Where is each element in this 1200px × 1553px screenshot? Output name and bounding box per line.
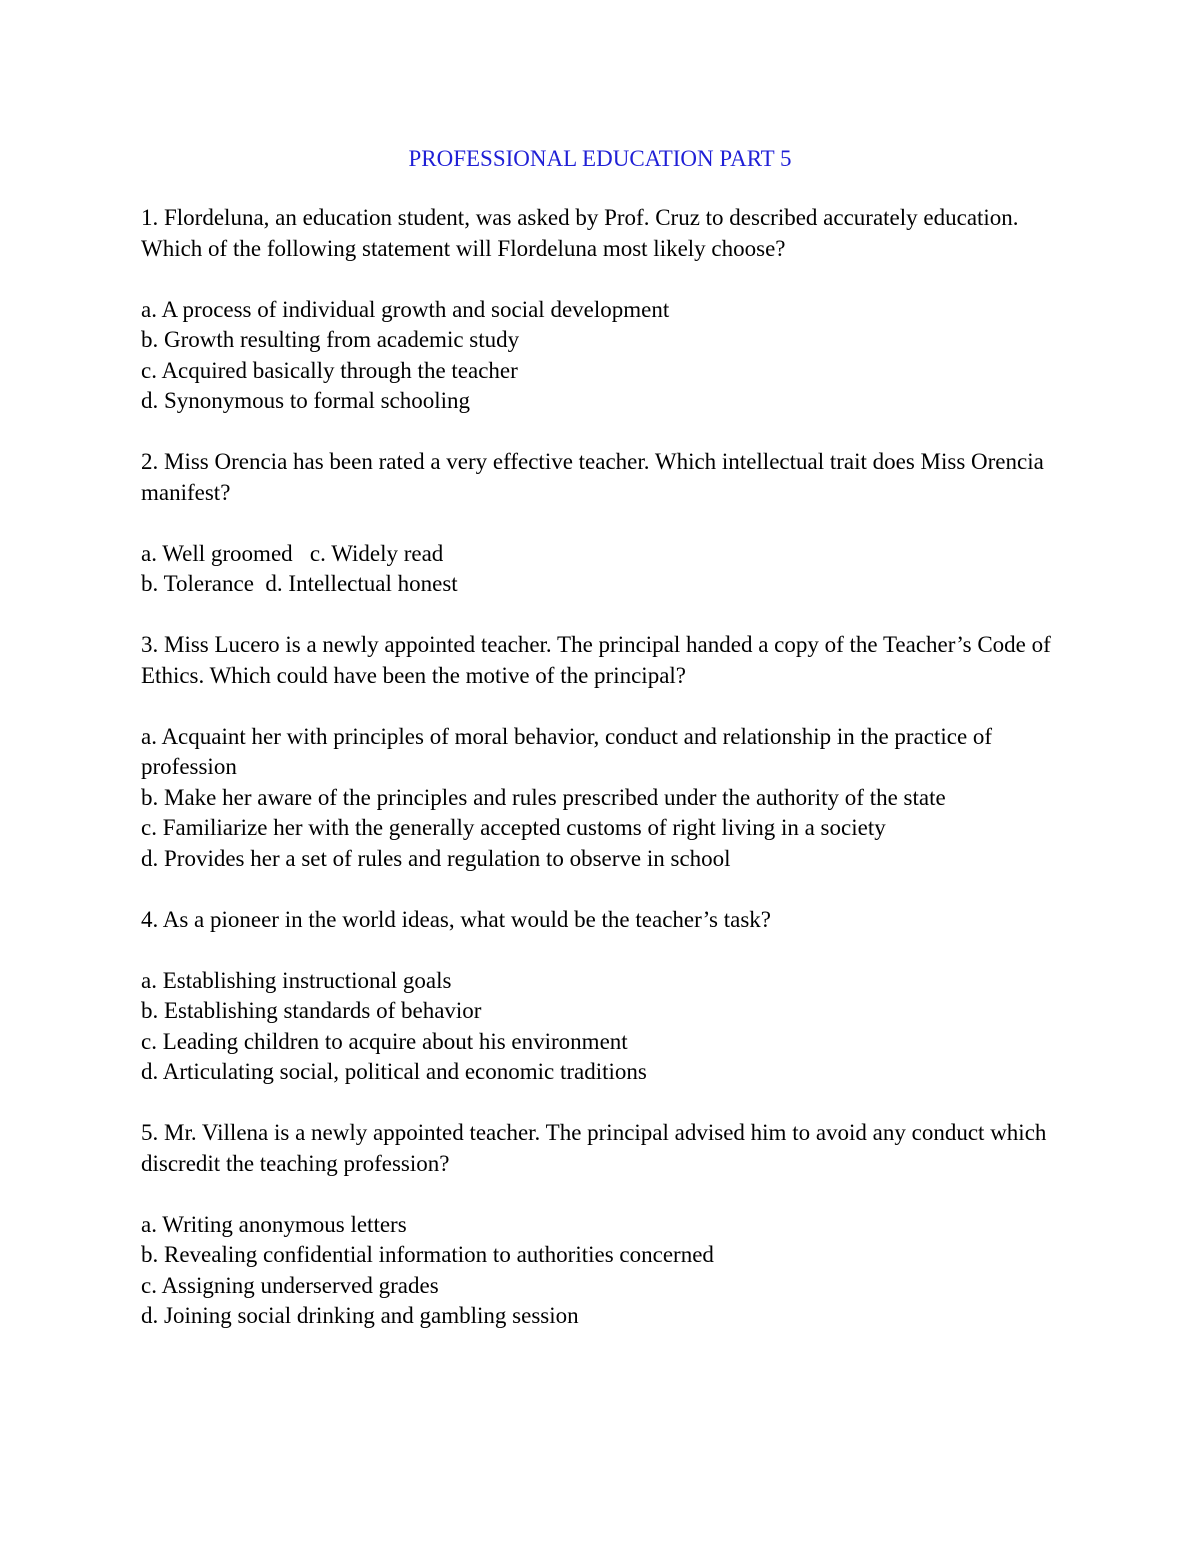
question-1	[141, 203, 1051, 417]
option-d: d. Articulating social, political and economic traditions	[141, 1059, 647, 1084]
option-c: c. Leading children to acquire about his environment	[141, 1028, 628, 1054]
option-a: a. Establishing instructional goals	[141, 967, 452, 993]
option-b: b. Revealing confidential information to authorities concerned	[141, 1242, 714, 1267]
answer-options	[141, 539, 1051, 600]
option-d: d. Provides her a set of rules and regulation to observe in school	[141, 845, 731, 871]
answer-options	[141, 966, 1051, 1088]
option-b: b. Establishing standards of behavior	[141, 998, 482, 1023]
question-text: 4. As a pioneer in the world ideas, what would be the teacher’s task?	[141, 906, 771, 932]
question-text: 5. Mr. Villena is a newly appointed teacher. The principal advised him to avoid any conduct which discredit the teaching profession?	[141, 1120, 1047, 1176]
option-c: c. Assigning underserved grades	[141, 1272, 439, 1298]
answer-options	[141, 295, 1051, 417]
option-d: d. Synonymous to formal schooling	[141, 388, 471, 413]
option-b: b. Make her aware of the principles and rules prescribed under the authority of the state	[141, 784, 946, 810]
question-text: 3. Miss Lucero is a newly appointed teacher. The principal handed a copy of the Teacher’s Code of Ethics. Which could have been the motive of the principal?	[141, 632, 1051, 688]
option-d: d. Joining social drinking and gambling session	[141, 1303, 579, 1328]
answer-options	[141, 1210, 1051, 1332]
answer-options	[141, 722, 1051, 875]
question-text: 2. Miss Orencia has been rated a very effective teacher. Which intellectual trait does Miss Orencia manifest?	[141, 449, 1044, 505]
question-2	[141, 447, 1051, 600]
option-c: c. Familiarize her with the generally accepted customs of right living in a society	[141, 815, 886, 840]
option-c: c. Acquired basically through the teacher	[141, 357, 518, 383]
question-3	[141, 630, 1051, 874]
option-line-2: b. Tolerance d. Intellectual honest	[141, 571, 458, 596]
question-5	[141, 1118, 1051, 1332]
option-a: a. A process of individual growth and social development	[141, 296, 670, 322]
question-text: 1. Flordeluna, an education student, was asked by Prof. Cruz to described accurately education. Which of the following statement will Flordeluna most likely choose?	[141, 205, 1019, 261]
document-title: PROFESSIONAL EDUCATION PART 5	[408, 146, 792, 171]
option-a: a. Acquaint her with principles of moral behavior, conduct and relationship in the practice of profession	[141, 723, 993, 779]
option-line-1: a. Well groomed c. Widely read	[141, 540, 444, 566]
question-4	[141, 905, 1051, 1088]
option-a: a. Writing anonymous letters	[141, 1211, 407, 1237]
option-b: b. Growth resulting from academic study	[141, 327, 520, 352]
questions-list	[141, 203, 1051, 1332]
